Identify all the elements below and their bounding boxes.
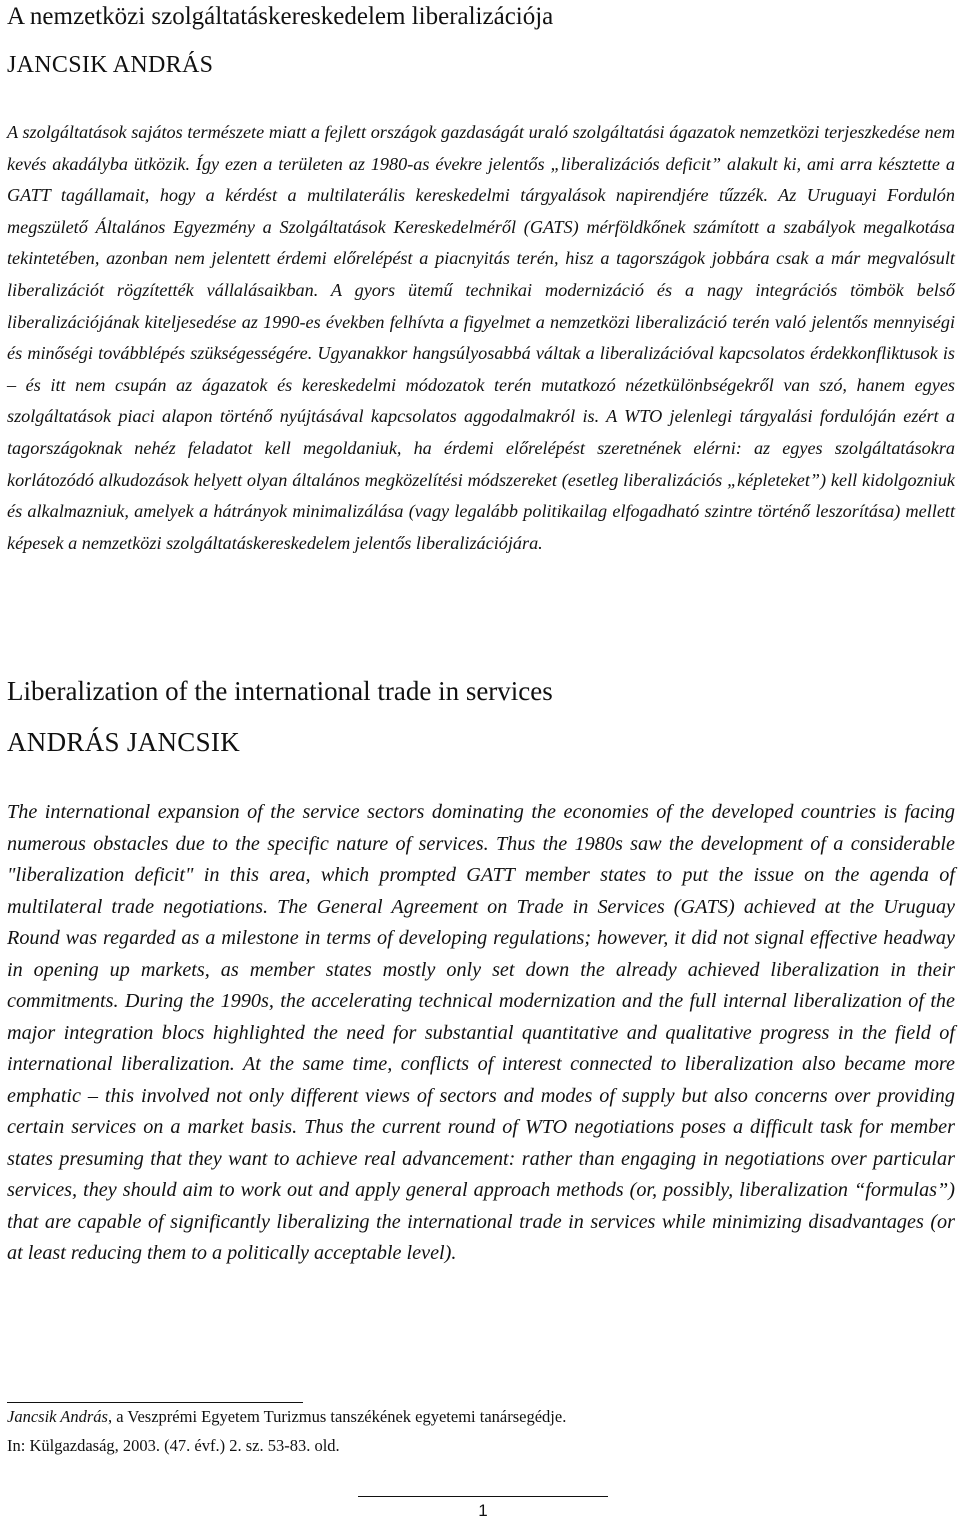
hungarian-author: JANCSIK ANDRÁS: [7, 52, 214, 78]
hungarian-title: A nemzetközi szolgáltatáskereskedelem liberalizációja: [7, 3, 554, 30]
page-number-rule: [358, 1496, 608, 1497]
footnote-author-name: Jancsik András: [7, 1407, 108, 1426]
page-number: 1: [478, 1501, 488, 1520]
hungarian-abstract: A szolgáltatások sajátos természete miatt a fejlett országok gazdaságát uraló szolgáltatási ágazatok nemzetközi terjeszkedése nem kevés akadályba ütközik. Így ezen a területen az 1980-as évekre jelentős „liberalizációs deficit” alakult ki, ami arra késztette a GATT tagállamait, hogy a kérdést a multilaterális kereskedelmi tárgyalások napirendjére tűzzék. Az Uruguayi Fordulón megszülető Általános Egyezmény a Szolgáltatások Kereskedelméről (GATS) mérföldkőnek számított a szabályok megalkotása tekintetében, azonban nem jelentett érdemi előrelépést a piacnyitás terén, hisz a tagországok jobbára csak a már megvalósult liberalizációt rögzítették vállalásaikban. A gyors ütemű technikai modernizáció és a nagy integrációs tömbök belső liberalizációjának kiteljesedése az 1990-es években felhívta a figyelmet a nemzetközi liberalizáció terén való jelentős mennyiségi és minőségi továbblépés szükségességére. Ugyanakkor hangsúlyosabbá váltak a liberalizációval kapcsolatos érdekkonfliktusok is – és itt nem csupán az ágazatok és kereskedelmi módozatok terén mutatkozó nézetkülönbségekről van szó, hanem egyes szolgáltatások piaci alapon történő nyújtásával kapcsolatos aggodalmakról is. A WTO jelenlegi tárgyalási fordulóján ezért a tagországoknak nehéz feladatot kell megoldaniuk, ha érdemi előrelépést szeretnének elérni: az egyes szolgáltatásokra korlátozódó alkudozások helyett olyan általános megközelítési módszereket (esetleg liberalizációs „képleteket”) kell kidolgozniuk és alkalmazniuk, amelyek a hátrányok minimalizálása (vagy legalább politikailag elfogadható szintre történő leszorítása) mellett képesek a nemzetközi szolgáltatáskereskedelem jelentős liberalizációjára.: [7, 122, 955, 553]
footnote-author-line: [7, 1405, 566, 1429]
english-abstract: The international expansion of the service sectors dominating the economies of the developed countries is facing numerous obstacles due to the specific nature of services. Thus the 1980s saw the development of a considerable "liberalization deficit" in this area, which prompted GATT member states to put the issue on the agenda of multilateral trade negotiations. The General Agreement on Trade in Services (GATS) achieved at the Uruguay Round was regarded as a milestone in terms of developing regulations; however, it did not signal effective headway in opening up markets, as member states mostly only set down the already achieved liberalization in their commitments. During the 1990s, the accelerating technical modernization and the full internal liberalization of the major integration blocs highlighted the need for substantial quantitative and qualitative progress in the field of international liberalization. At the same time, conflicts of interest connected to liberalization also became more emphatic – this involved not only different views of sectors and modes of supply but also concerns over providing certain services on a market basis. Thus the current round of WTO negotiations poses a difficult task for member states presuming that they want to achieve real advancement: rather than engaging in negotiations over particular services, they should aim to work out and apply general approach methods (or, possibly, liberalization “formulas”) that are capable of significantly liberalizing the international trade in services while minimizing disadvantages (or at least reducing them to a politically acceptable level).: [7, 801, 955, 1264]
english-title: Liberalization of the international trade in services: [7, 676, 553, 706]
footnote-affiliation: , a Veszprémi Egyetem Turizmus tanszékének egyetemi tanársegédje.: [107, 1407, 567, 1426]
footnote-separator: [7, 1402, 303, 1403]
footnote-source: In: Külgazdaság, 2003. (47. évf.) 2. sz. 53-83. old.: [7, 1436, 340, 1455]
english-author: ANDRÁS JANCSIK: [7, 727, 240, 757]
